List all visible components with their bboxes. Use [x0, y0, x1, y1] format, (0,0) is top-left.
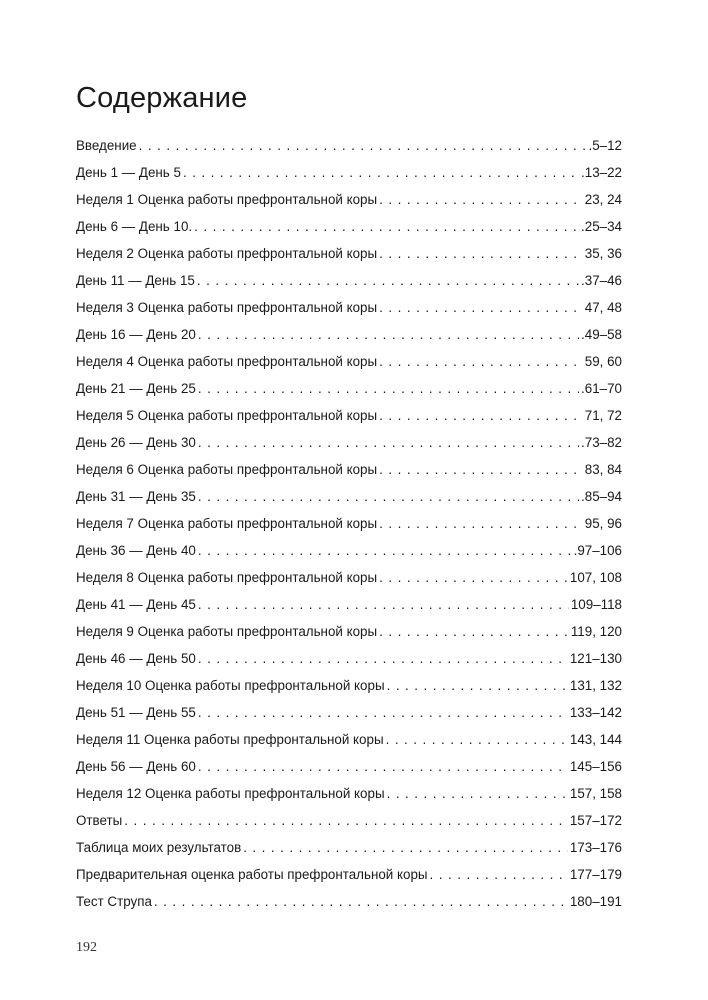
toc-entry[interactable] — [76, 487, 622, 514]
toc-entry-pages: 145–156 — [569, 759, 622, 774]
toc-entry-pages: .5–12 — [588, 138, 622, 153]
toc-entry[interactable] — [76, 730, 622, 757]
toc-entry[interactable] — [76, 676, 622, 703]
toc-entry-pages: 173–176 — [569, 840, 622, 855]
toc-entry-title: День 21 — День 25 — [76, 381, 196, 396]
toc-entry-title: Неделя 7 Оценка работы префронтальной коры — [76, 516, 378, 531]
toc-entry[interactable] — [76, 163, 622, 190]
toc-entry[interactable] — [76, 244, 622, 271]
dot-leader — [379, 352, 583, 372]
toc-entry-title: Таблица моих результатов — [76, 840, 242, 855]
dot-leader — [194, 217, 579, 237]
toc-entry-title: День 51 — День 55 — [76, 705, 196, 720]
toc-entry-pages: .37–46 — [581, 273, 622, 288]
toc-entry-title: Неделя 1 Оценка работы префронтальной коры — [76, 192, 378, 207]
toc-entry-pages: .49–58 — [581, 327, 622, 342]
dot-leader — [379, 514, 583, 534]
toc-entry-title: Тест Струпа — [76, 894, 152, 909]
toc-entry-pages: 23, 24 — [584, 192, 622, 207]
toc-entry-title: День 11 — День 15 — [76, 273, 195, 288]
dot-leader — [387, 784, 568, 804]
toc-entry[interactable] — [76, 865, 622, 892]
dot-leader — [379, 298, 583, 318]
toc-entry-pages: 133–142 — [569, 705, 622, 720]
dot-leader — [139, 136, 587, 156]
page-number: 192 — [76, 940, 97, 955]
toc-entry[interactable] — [76, 352, 622, 379]
toc-entry-pages: 47, 48 — [584, 300, 622, 315]
toc-entry-title: Неделя 9 Оценка работы префронтальной коры — [76, 624, 378, 639]
toc-entry-title: Предварительная оценка работы префронтальной коры — [76, 867, 428, 882]
toc-entry-title: День 6 — День 10. — [76, 219, 193, 234]
toc-entry-pages: .73–82 — [581, 435, 622, 450]
toc-entry[interactable] — [76, 784, 622, 811]
toc-entry[interactable] — [76, 649, 622, 676]
toc-entry-title: Введение — [76, 138, 137, 153]
dot-leader — [379, 622, 569, 642]
toc-entry-pages: 83, 84 — [584, 462, 622, 477]
dot-leader — [198, 757, 568, 777]
toc-entry[interactable] — [76, 838, 622, 865]
toc-entry[interactable] — [76, 541, 622, 568]
dot-leader — [379, 244, 583, 264]
toc-entry[interactable] — [76, 595, 622, 622]
toc-entry[interactable] — [76, 271, 622, 298]
toc-entry-pages: 59, 60 — [584, 354, 622, 369]
toc-entry[interactable] — [76, 379, 622, 406]
toc-entry-pages: .13–22 — [581, 165, 622, 180]
dot-leader — [198, 595, 569, 615]
toc-entry-title: День 31 — День 35 — [76, 489, 196, 504]
toc-entry-title: Неделя 10 Оценка работы префронтальной коры — [76, 678, 385, 693]
toc-entry-title: День 36 — День 40 — [76, 543, 196, 558]
toc-entry-title: День 46 — День 50 — [76, 651, 196, 666]
dot-leader — [198, 487, 579, 507]
dot-leader — [197, 271, 579, 291]
toc-entry[interactable] — [76, 217, 622, 244]
toc-entry-title: Неделя 3 Оценка работы префронтальной коры — [76, 300, 378, 315]
toc-entry[interactable] — [76, 892, 622, 919]
toc-entry[interactable] — [76, 703, 622, 730]
dot-leader — [198, 433, 579, 453]
toc-entry-title: День 1 — День 5 — [76, 165, 181, 180]
toc-entry-title: День 56 — День 60 — [76, 759, 196, 774]
toc-entry[interactable] — [76, 568, 622, 595]
toc-entry-pages: .85–94 — [581, 489, 622, 504]
toc-entry[interactable] — [76, 622, 622, 649]
dot-leader — [379, 406, 583, 426]
toc-entry-pages: .97–106 — [573, 543, 622, 558]
toc-entry-pages: 121–130 — [569, 651, 622, 666]
toc-entry-pages: .61–70 — [581, 381, 622, 396]
toc-entry-title: День 16 — День 20 — [76, 327, 196, 342]
toc-entry[interactable] — [76, 406, 622, 433]
toc-entry-pages: 107, 108 — [569, 570, 622, 585]
dot-leader — [198, 325, 579, 345]
dot-leader — [198, 649, 568, 669]
toc-entry[interactable] — [76, 298, 622, 325]
dot-leader — [387, 676, 568, 696]
toc-entry-pages: 143, 144 — [569, 732, 622, 747]
toc-entry-pages: 71, 72 — [584, 408, 622, 423]
dot-leader — [154, 892, 568, 912]
dot-leader — [379, 460, 583, 480]
page-title: Содержание — [76, 82, 248, 114]
toc-entry-title: Неделя 2 Оценка работы префронтальной коры — [76, 246, 378, 261]
dot-leader — [379, 190, 583, 210]
toc-entry-title: День 41 — День 45 — [76, 597, 196, 612]
dot-leader — [430, 865, 568, 885]
toc-entry-pages: .25–34 — [581, 219, 622, 234]
dot-leader — [198, 703, 568, 723]
dot-leader — [198, 541, 572, 561]
toc-entry-pages: 35, 36 — [584, 246, 622, 261]
dot-leader — [386, 730, 568, 750]
toc-entry-pages: 177–179 — [569, 867, 622, 882]
toc-entry-title: Неделя 6 Оценка работы префронтальной коры — [76, 462, 378, 477]
toc-entry-pages: 157, 158 — [569, 786, 622, 801]
toc-entry-pages: 119, 120 — [570, 624, 622, 639]
toc-entry[interactable] — [76, 433, 622, 460]
toc-entry-title: Неделя 8 Оценка работы префронтальной коры — [76, 570, 378, 585]
dot-leader — [183, 163, 579, 183]
toc-entry[interactable] — [76, 136, 622, 163]
toc-entry[interactable] — [76, 190, 622, 217]
toc-entry-pages: 95, 96 — [584, 516, 622, 531]
toc-entry[interactable] — [76, 460, 622, 487]
toc-entry-title: Неделя 4 Оценка работы префронтальной коры — [76, 354, 378, 369]
table-of-contents — [76, 136, 622, 919]
toc-entry-title: День 26 — День 30 — [76, 435, 196, 450]
toc-entry-pages: 131, 132 — [569, 678, 622, 693]
toc-entry[interactable] — [76, 757, 622, 784]
dot-leader — [124, 811, 568, 831]
toc-entry-title: Неделя 11 Оценка работы префронтальной коры — [76, 732, 384, 747]
toc-entry[interactable] — [76, 811, 622, 838]
toc-entry-pages: 109–118 — [570, 597, 622, 612]
toc-entry-pages: 157–172 — [569, 813, 622, 828]
dot-leader — [198, 379, 579, 399]
toc-entry-title: Неделя 12 Оценка работы префронтальной коры — [76, 786, 385, 801]
toc-entry[interactable] — [76, 325, 622, 352]
toc-entry-pages: 180–191 — [569, 894, 622, 909]
toc-entry[interactable] — [76, 514, 622, 541]
toc-entry-title: Ответы — [76, 813, 123, 828]
dot-leader — [243, 838, 568, 858]
dot-leader — [379, 568, 568, 588]
toc-entry-title: Неделя 5 Оценка работы префронтальной коры — [76, 408, 378, 423]
